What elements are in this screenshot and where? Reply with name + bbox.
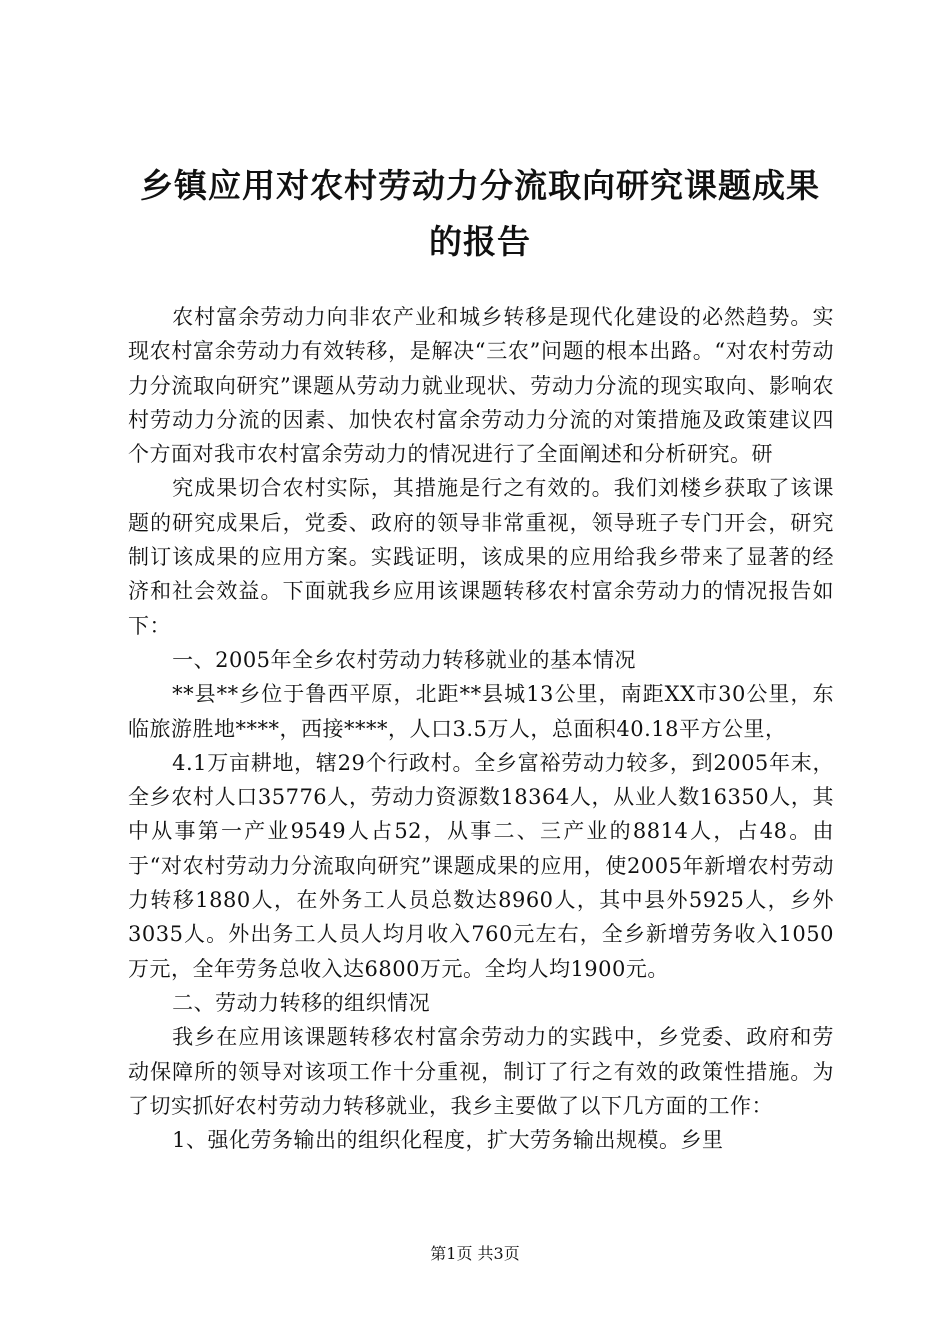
paragraph: 4.1万亩耕地，辖29个行政村。全乡富裕劳动力较多，到2005年末，全乡农村人口35776人，劳动力资源数18364人，从业人数16350人，其中从事第一产业9549人占52，从事二、三产业的8814人，占48。由于“对农村劳动力分流取向研究”课题成果的应用，使2005年新增农村劳动力转移1880人，在外务工人员总数达8960人，其中县外5925人，乡外3035人。外出务工人员人均月收入760元左右，全乡新增劳务收入1050万元，全年劳务总收入达6800万元。全均人均1900元。 — [128, 750, 834, 981]
paragraph: 农村富余劳动力向非农产业和城乡转移是现代化建设的必然趋势。实现农村富余劳动力有效转移，是解决“三农”问题的根本出路。“对农村劳动力分流取向研究”课题从劳动力就业现状、劳动力分流的现实取向、影响农村劳动力分流的因素、加快农村富余劳动力分流的对策措施及政策建议四个方面对我市农村富余劳动力的情况进行了全面阐述和分析研究。研 — [128, 305, 834, 467]
document-body — [128, 300, 834, 1157]
title-line-2: 的报告 — [429, 222, 531, 261]
paragraph: 1、强化劳务输出的组织化程度，扩大劳务输出规模。乡里 — [172, 1128, 724, 1153]
paragraph: 究成果切合农村实际，其措施是行之有效的。我们刘楼乡获取了该课题的研究成果后，党委、政府的领导非常重视，领导班子专门开会，研究制订该成果的应用方案。实践证明，该成果的应用给我乡带来了显著的经济和社会效益。下面就我乡应用该课题转移农村富余劳动力的情况报告如下： — [128, 476, 834, 638]
section-heading: 一、2005年全乡农村劳动力转移就业的基本情况 — [172, 647, 637, 672]
paragraph: 我乡在应用该课题转移农村富余劳动力的实践中，乡党委、政府和劳动保障所的领导对该项工作十分重视，制订了行之有效的政策性措施。为了切实抓好农村劳动力转移就业，我乡主要做了以下几方面的工作： — [128, 1025, 834, 1118]
page-footer: 第1页 共3页 — [430, 1244, 520, 1263]
document-title — [100, 158, 860, 270]
title-line-1: 乡镇应用对农村劳动力分流取向研究课题成果 — [140, 166, 820, 205]
section-heading: 二、劳动力转移的组织情况 — [172, 990, 431, 1015]
paragraph: **县**乡位于鲁西平原，北距**县城13公里，南距XX市30公里，东临旅游胜地****，西接****，人口3.5万人，总面积40.18平方公里， — [128, 682, 834, 741]
